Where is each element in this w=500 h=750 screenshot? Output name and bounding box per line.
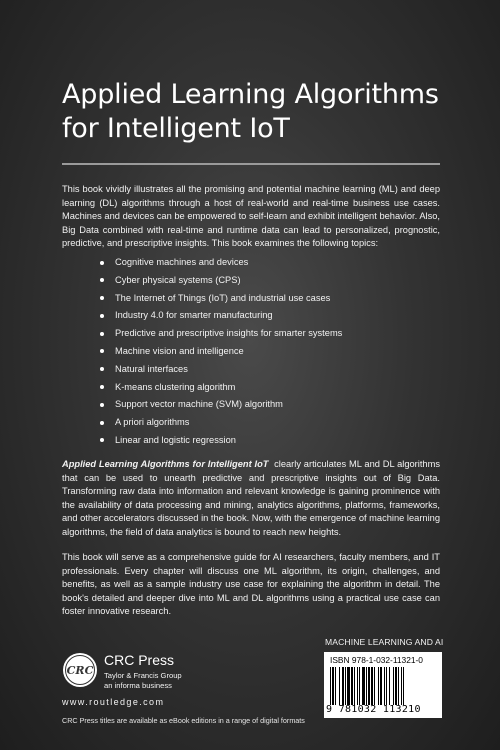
summary-book-title: Applied Learning Algorithms for Intelligent IoT <box>62 459 269 469</box>
barcode-digits: 9 781032 113210 <box>326 704 421 715</box>
topic-item: The Internet of Things (IoT) and industrial use cases <box>100 292 342 310</box>
topic-list <box>100 256 342 452</box>
title-divider <box>62 163 440 165</box>
topic-item: A priori algorithms <box>100 416 342 434</box>
subject-category: MACHINE LEARNING AND AI <box>325 637 444 647</box>
topic-item: Natural interfaces <box>100 363 342 381</box>
topic-item: Industry 4.0 for smarter manufacturing <box>100 309 342 327</box>
publisher-group-line-2: an informa business <box>104 680 172 690</box>
crc-logo-text: CRC <box>66 664 94 677</box>
topic-item: Support vector machine (SVM) algorithm <box>100 398 342 416</box>
isbn-barcode-box <box>324 652 442 718</box>
book-title <box>62 78 439 146</box>
topic-item: K-means clustering algorithm <box>100 381 342 399</box>
isbn-label: ISBN 978-1-032-11321-0 <box>330 655 423 665</box>
publisher-group <box>104 671 182 691</box>
publisher-name: CRC Press <box>104 652 175 668</box>
topic-item: Cognitive machines and devices <box>100 256 342 274</box>
summary-text: clearly articulates ML and DL algorithms that can be used to unearth predictive and prescriptive insights out of Big Data. Transforming raw data into information and relevant knowledge is gaining prominence with the availability of data processing and mining, analytics algorithms, platforms, frameworks, and other accelerators discussed in the book. Now, with the emergence of machine learning algorithms, the field of data analytics is bound to reach new heights. <box>62 459 440 537</box>
intro-paragraph: This book vividly illustrates all the promising and potential machine learning (ML) and deep learning (DL) algorithms through a host of real-world and real-time business use cases. Machines and devices can be empowered to self-learn and exhibit intelligent behavior. Also, Big Data combined with real-time and runtime data can lead to personalized, prognostic, predictive, and prescriptive insights. This book examines the following topics: <box>62 184 440 249</box>
topic-item: Linear and logistic regression <box>100 434 342 452</box>
topic-item: Predictive and prescriptive insights for smarter systems <box>100 327 342 345</box>
topic-item: Cyber physical systems (CPS) <box>100 274 342 292</box>
audience-paragraph: This book will serve as a comprehensive guide for AI researchers, faculty members, and IT professionals. Every chapter will discuss one ML algorithm, its origin, challenges, and benefits, as well as a sample industry use case for explaining the algorithm in detail. The book's detailed and deeper dive into ML and DL algorithms using a practical use case can foster innovative research. <box>62 552 440 617</box>
barcode-icon <box>328 667 438 705</box>
crc-press-logo-icon <box>62 652 98 688</box>
publisher-group-line-1: Taylor & Francis Group <box>104 671 182 680</box>
title-line-2: for Intelligent IoT <box>62 113 290 144</box>
ebook-availability-note: CRC Press titles are available as eBook editions in a range of digital formats <box>62 716 305 725</box>
summary-paragraph <box>62 458 440 540</box>
topic-item: Machine vision and intelligence <box>100 345 342 363</box>
publisher-url[interactable]: www.routledge.com <box>62 697 165 707</box>
title-line-1: Applied Learning Algorithms <box>62 79 439 110</box>
